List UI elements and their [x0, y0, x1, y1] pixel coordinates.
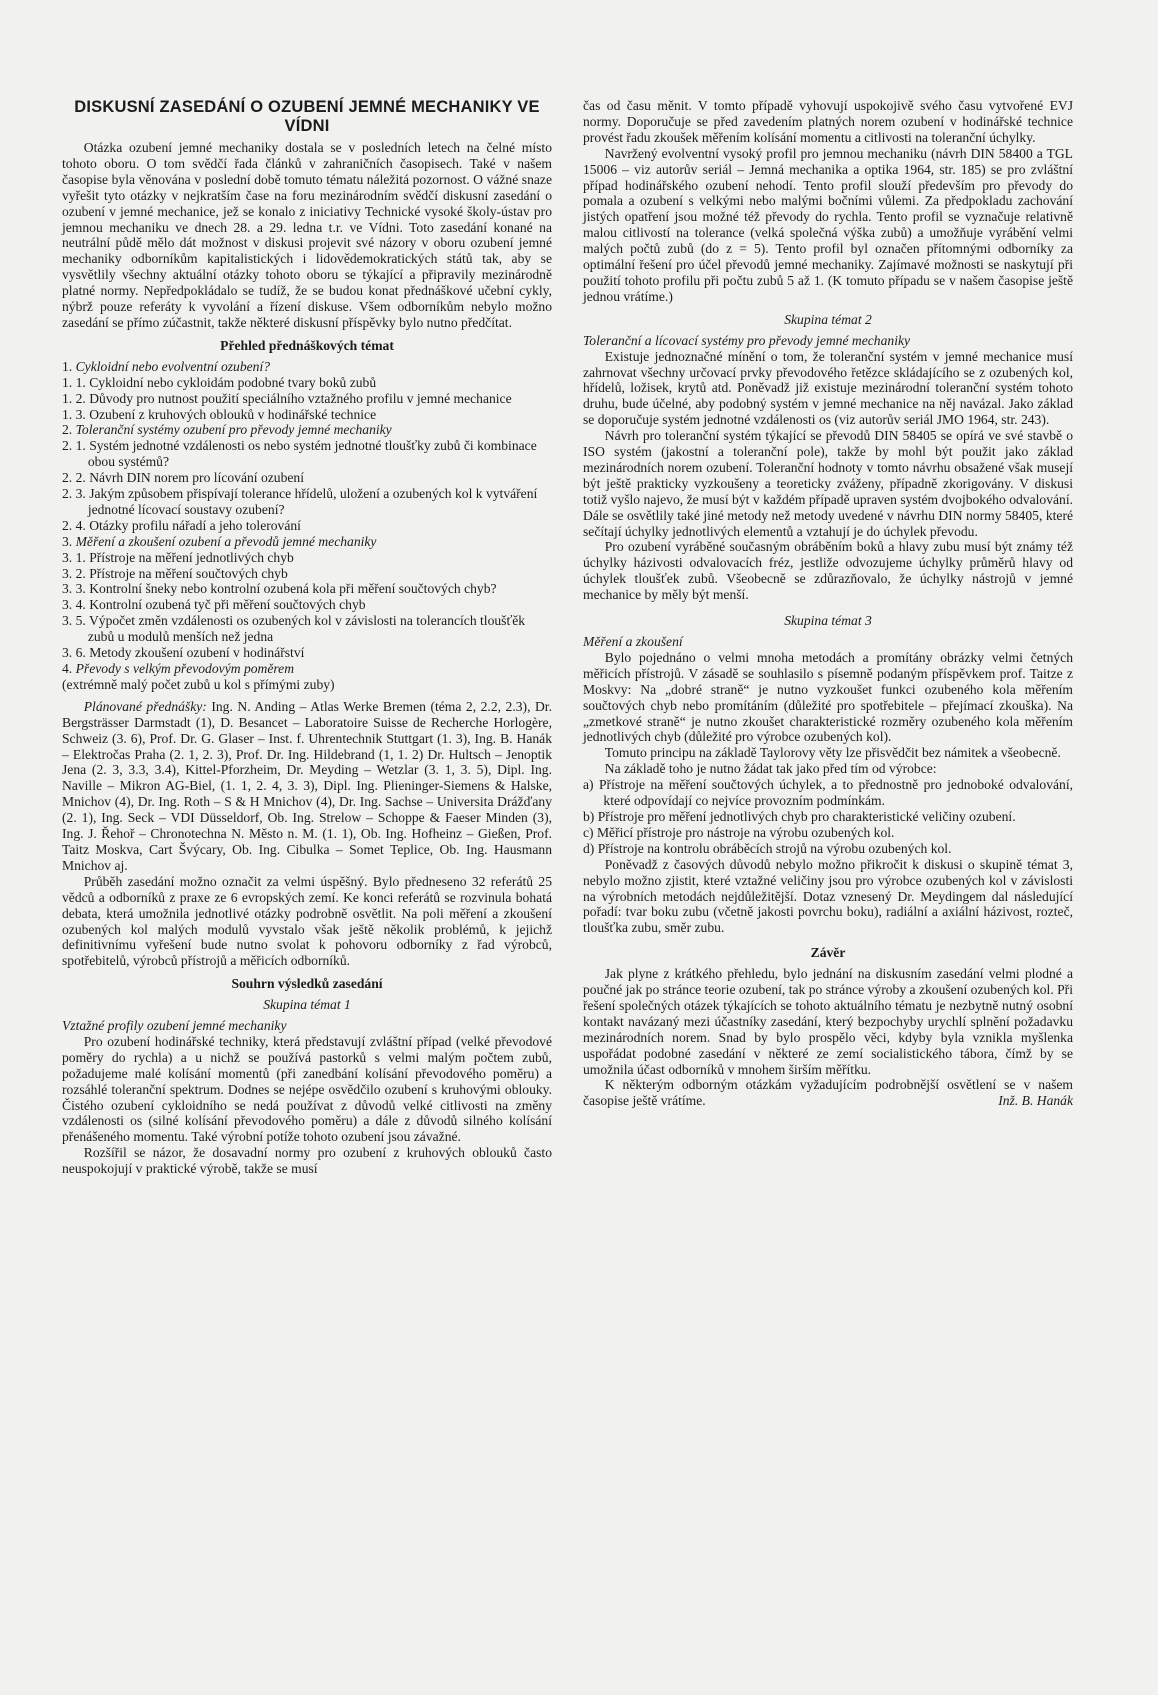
- group3-paragraph-2: Tomuto principu na základě Taylorovy věty lze přisvědčit bez námitek a všeobecně.: [604, 745, 1061, 761]
- topic-number: 1. 1.: [62, 374, 86, 390]
- article-title: DISKUSNÍ ZASEDÁNÍ O OZUBENÍ JEMNÉ MECHANIKY VE VÍDNI: [74, 98, 540, 135]
- planned-lectures-text: Ing. N. Anding – Atlas Werke Bremen (téma 2, 2.2, 2.3), Dr. Bergsträsser Darmstadt (1), D. Besancet – Laboratoire Suisse de Recherche Horlogère, Schweiz (3. 6), Prof. Dr. G. Glaser – Inst. f. Uhrentechnik Stuttgart (1. 3), Ing. B. Hanák – Elektročas Praha (2. 1, 2. 3), Prof. Dr. Ing. Hildebrand (1, 1. 2) Dr. Hultsch – Jenoptik Jena (2. 3, 3.3, 3.4), Kittel-Pforzheim, Dr. Meyding – Wetzlar (3. 1, 3. 5), Dipl. Ing. Naville – Mikron AG-Biel, (1. 1, 2. 4, 3. 3), Dipl. Ing. Plieninger-Siemens & Halske, Mnichov (4), Dr. Ing. Roth – S & H Mnichov (4), Dr. Ing. Sachse – Universita Drážďany (2. 1), Ing. Seck – VDI Düsseldorf, Ob. Ing. Strelow – Schoppe & Faeser Minden (3), Ing. J. Řehoř – Chronotechna N. Město n. M. (1. 1), Ob. Ing. Hofheinz – Gießen, Prof. Taitz Moskva, Cart Švýcary, Ob. Ing. Cibulka – Somet Teplice, Ob. Ing. Hausmann Mnichov aj.: [62, 698, 552, 873]
- topic-number: 2.: [62, 422, 73, 438]
- course-paragraph: Průběh zasedání možno označit za velmi úspěšný. Bylo předneseno 32 referátů 25 vědců a odborníků z praxe ze 6 evropských zemí. Ke konci referátů se rozvinula bohatá debata, která umožnila jednotlivé otázky podrobně osvětlit. Na poli měření a zkoušení ozubených kol malých modulů vyvstalo však ještě několik problémů, k jejichž definitivnímu vyřešení bude nutno svolat k pohovoru odborníky z řad výrobců, spotřebitelů, výrobců přístrojů a měřicích odborníků.: [62, 873, 552, 969]
- topic-item: [62, 581, 552, 597]
- topic-number: 3. 1.: [62, 549, 86, 565]
- topic-number: 2. 2.: [62, 470, 86, 486]
- topic-text: Ozubení z kruhových oblouků v hodinářské technice: [89, 406, 377, 422]
- group1-paragraph-3: Navržený evolventní vysoký profil pro jemnou mechaniku (návrh DIN 58400 a TGL 15006 – viz autorův seriál – Jemná mechanika a optika 1964, str. 185) se pro zvláštní případ hodinářského ozubení nehodí. Tento profil slouží především pro převody do pomala a ozubení s velkými nebo malými bočními vůlemi. Za předpokladu zachování jistých opatření jsou možné též převody do rychla. Tento profil se vyznačuje relativně malou citlivostí na tolerance (velká společná výška zubů) a umožňuje vyrábění velmi malých počtů zubů (do z = 5). Tento profil byl označen přítomnými odborníky za optimální řešení pro účel převodů jemné mechaniky. Zajímavé možnosti se naskytují při použití tohoto profilu při počtu zubů 5 až 1. (K tomuto případu se v našem časopise ještě jednou vrátíme.): [583, 145, 1073, 304]
- topic-item: [62, 566, 552, 582]
- conclusion-paragraph-2: [583, 1077, 1073, 1109]
- topic-text: Převody s velkým převodovým poměrem: [75, 661, 295, 676]
- right-column: [583, 98, 1073, 1109]
- left-column: [62, 98, 552, 1177]
- requirement-item: [583, 809, 1073, 825]
- requirement-label: b): [583, 808, 595, 824]
- topic-number: 2. 3.: [62, 486, 86, 502]
- group3-heading: Skupina témat 3: [784, 613, 872, 629]
- group2-paragraph-1: Existuje jednoznačné mínění o tom, že toleranční systém v jemné mechanice musí zahrnovat všechny určovací prvky převodového řetězce skládajícího se z ozubených kol, hřídelů, ložisek, krytů atd. Poněvadž již existuje mezinárodní toleranční systém tohoto druhu, bude účelné, aby podobný systém v jemné mechanice na něj navázal. Jako základ se doporučuje systém jednotné vzdálenosti os (viz autorův seriál JMO 1964, str. 243).: [583, 348, 1073, 428]
- conclusion-heading: Závěr: [810, 945, 846, 961]
- group2-paragraph-2: Návrh pro toleranční systém týkající se převodů DIN 58405 se opírá ve své stavbě o ISO systém (jakostní a toleranční pole), takže by mohl být použit jako základ mezinárodních norem ozubení. Toleranční hodnoty v tomto návrhu obsažené však musejí být ještě prakticky vyzkoušeny a teoreticky zváženy, případně zkorigovány. V diskusi totiž vyšlo najevo, že musí být v každém případě upraven systém dvojbokého odvalování. Dále se osvětlily také jiné metody než metody uvedené v návrhu DIN normy 58405, které sečítají úchylky jednotlivých elementů a vztahují je do úchylek převodu.: [583, 428, 1073, 539]
- topic-item: [62, 534, 552, 550]
- author-signature: Inž. B. Hanák: [998, 1093, 1073, 1109]
- topic-text: Přístroje na měření jednotlivých chyb: [89, 549, 294, 565]
- topic-item: [62, 438, 552, 470]
- requirement-item: [583, 777, 1073, 809]
- requirement-text: Měřicí přístroje pro nástroje na výrobu ozubených kol.: [596, 824, 895, 840]
- topic-text: Kontrolní šneky nebo kontrolní ozubená kola při měření součtových chyb?: [89, 581, 497, 597]
- topic-item: [62, 470, 552, 486]
- topic-text: (extrémně malý počet zubů u kol s přímými zuby): [62, 676, 335, 692]
- topic-item: [62, 422, 552, 438]
- topic-item: [62, 407, 552, 423]
- topic-number: 3. 3.: [62, 581, 86, 597]
- topic-list: [62, 359, 552, 693]
- topic-number: 3. 6.: [62, 645, 86, 661]
- summary-heading: Souhrn výsledků zasedání: [231, 976, 383, 992]
- topic-item: [62, 391, 552, 407]
- topic-number: 3. 4.: [62, 597, 86, 613]
- topic-number: 1. 2.: [62, 390, 86, 406]
- group3-paragraph-1: Bylo pojednáno o velmi mnoha metodách a promítány obrázky velmi četných měřicích přístrojů. V zásadě se souhlasilo s písemně podaným příspěvkem prof. Taitze z Moskvy: Na „dobré straně“ je nutno vyzkoušet funkci ozubeného kola měřením součtových chyb nebo promítáním (důležité pro spotřebitele – přejímací zkouška). Na „zmetkové straně“ je nutno zkoušet charakteristické rozměry ozubeného kola měřením jednotlivých chyb (důležité pro výrobce ozubených kol).: [583, 649, 1073, 745]
- requirement-text: Přístroje na měření součtových úchylek, a to přednostně pro jednoboké odvalování, které odpovídají co nejvíce provozním podmínkám.: [599, 777, 1074, 809]
- requirement-label: a): [583, 777, 594, 793]
- intro-paragraph: Otázka ozubení jemné mechaniky dostala se v posledních letech na čelné místo tohoto oboru. O tom svědčí řada článků v zahraničních časopisech. Také v našem časopise byla věnována v poslední době tomuto tématu náležitá pozornost. O vážné snaze vyřešit tyto otázky v nejkratším čase na foru mezinárodním svědčí diskusní zasedání o ozubení v jemné mechanice, jež se konalo z iniciativy Technické vysoké školy-ústav pro jemnou mechaniku ve dnech 28. a 29. ledna t.r. ve Vídni. Toto zasedání konané na neutrální půdě mělo dát možnost v diskusi projevit své názory v oboru ozubení jemné mechaniky odborníkům kapitalistických i lidovědemokratických států tak, aby se vysvětlily všechny aktuální otázky tohoto oboru se týkající a připravily mezinárodně platné normy. Nepředpokládalo se tudíž, že se budou konat přednáškové učební cykly, nýbrž pouze referáty k vyvolání a řízení diskuse. Všem odborníkům nebylo možno zasedání se přímo zúčastnit, takže některé diskusní příspěvky bylo nutno předčítat.: [62, 140, 552, 330]
- topic-text: Měření a zkoušení ozubení a převodů jemné mechaniky: [75, 533, 377, 549]
- topic-item: [62, 359, 552, 375]
- topic-number: 3.: [62, 533, 73, 549]
- group1-paragraph-2-continued: čas od času měnit. V tomto případě vyhovují uspokojivě svého času vytvořené EVJ normy. Doporučuje se před zavedením platných norem ozubení v hodinářské technice provést řadu zkoušek měřením kolísání momentu a citlivosti na toleranční úchylky.: [583, 98, 1073, 145]
- topic-number: 2. 4.: [62, 517, 86, 533]
- group1-heading: Skupina témat 1: [263, 997, 351, 1013]
- topic-text: Návrh DIN norem pro lícování ozubení: [89, 470, 304, 486]
- topic-text: Výpočet změn vzdálenosti os ozubených kol v závislosti na tolerancích tloušťěk zubů u modulů menších než jedna: [87, 613, 526, 645]
- conclusion-paragraph-1: Jak plyne z krátkého přehledu, bylo jednání na diskusním zasedání velmi plodné a poučné jak po stránce teorie ozubení, tak po stránce výroby a zkoušení ozubených kol. Při řešení společných otázek týkajících se tohoto aktuálního tématu je nezbytně nutný osobní kontakt navázaný mezi účastníky zasedání, který bezpochyby urychlí splnění požadavku mezinárodních norem. Snad by bylo prospělo věci, kdyby byla vznikla myšlenka uspořádat podobné zasedání v některé ze zemí socialistického tábora, čímž by se umožnila účast odborníků v mnohem širším měřítku.: [583, 966, 1073, 1077]
- group1-paragraph-2: Rozšířil se názor, že dosavadní normy pro ozubení z kruhových oblouků často neuspokojují v praktické výrobě, takže se musí: [62, 1145, 552, 1177]
- group3-paragraph-3: Na základě toho je nutno žádat tak jako před tím od výrobce:: [604, 761, 937, 777]
- topic-item: [62, 661, 552, 677]
- requirement-label: d): [583, 840, 595, 856]
- topic-item: [62, 645, 552, 661]
- overview-heading: Přehled přednáškových témat: [220, 337, 394, 353]
- topic-number: 2. 1.: [62, 438, 86, 454]
- group3-paragraph-4: Poněvadž z časových důvodů nebylo možno přikročit k diskusi o skupině témat 3, nebylo možno zjistit, které vztažné veličiny jsou pro výrobce ozubených kol v závislosti na výrobních metodách nejdůležitější. Dotaz vznesený Dr. Meydingem dal následující pořadí: tvar boku zubu (včetně jakosti povrchu boku), radiální a axiální házivost, rozteč, tloušťka zubu, směr zubu.: [583, 856, 1073, 936]
- topic-text: Důvody pro nutnost použití speciálního vztažného profilu v jemné mechanice: [89, 390, 512, 406]
- topic-text: Systém jednotné vzdálenosti os nebo systém jednotné tloušťky zubů či kombinace obou systémů?: [87, 438, 537, 470]
- topic-number: 1. 3.: [62, 406, 86, 422]
- requirements-list: [583, 777, 1073, 857]
- planned-lectures-paragraph: [62, 699, 552, 874]
- topic-text: Cykloidní nebo evolventní ozubení?: [75, 358, 271, 374]
- topic-item: [62, 375, 552, 391]
- topic-number: 1.: [62, 358, 73, 374]
- topic-item: [62, 486, 552, 518]
- topic-number: 4.: [62, 661, 73, 676]
- requirement-item: [583, 841, 1073, 857]
- requirement-label: c): [583, 824, 594, 840]
- topic-text: Jakým způsobem přispívají tolerance hřídelů, uložení a ozubených kol k vytváření jednotné lícovací soustavy ozubení?: [87, 486, 538, 517]
- topic-item: [62, 550, 552, 566]
- topic-item: [62, 597, 552, 613]
- topic-item: [62, 518, 552, 534]
- group2-title: Toleranční a lícovací systémy pro převody jemné mechaniky: [583, 332, 911, 348]
- topic-text: Toleranční systémy ozubení pro převody jemné mechaniky: [75, 422, 392, 438]
- topic-item: [62, 613, 552, 645]
- topic-text: Otázky profilu nářadí a jeho tolerování: [89, 517, 301, 533]
- requirement-text: Přístroje pro měření jednotlivých chyb pro charakteristické veličiny ozubení.: [597, 808, 1016, 824]
- requirement-text: Přístroje na kontrolu obráběcích strojů na výrobu ozubených kol.: [597, 840, 952, 856]
- conclusion-paragraph-2-text: K některým odborným otázkám vyžadujícím podrobnější osvětlení se v našem časopise ještě vrátíme.: [583, 1077, 1073, 1109]
- topic-text: Přístroje na měření součtových chyb: [89, 565, 288, 581]
- group1-title: Vztažné profily ozubení jemné mechaniky: [62, 1018, 287, 1034]
- topic-number: 3. 5.: [62, 613, 86, 629]
- topic-text: Kontrolní ozubená tyč při měření součtových chyb: [89, 597, 366, 613]
- group1-paragraph-1: Pro ozubení hodinářské techniky, která představují zvláštní případ (velké převodové poměry do rychla) a u nichž se používá pastorků s velmi malým počtem zubů, požadujeme malé kolísání momentů (při zanedbání kolísání převodového poměru) a rozsáhlé toleranční spektrum. Dodnes se nejépe osvědčilo ozubení s kruhovými oblouky. Čistého ozubení cykloidního se nedá používat z důvodů velké citlivosti na změny vzdálenosti os (silné kolísání převodového poměru) a dále z důvodů silného kolísání přenášeného momentu. Také výrobní potíže tohoto ozubení jsou závažné.: [62, 1033, 552, 1145]
- topic-text: Metody zkoušení ozubení v hodinářství: [89, 645, 305, 661]
- group3-title: Měření a zkoušení: [583, 634, 683, 649]
- topic-text: Cykloidní nebo cykloidám podobné tvary boků zubů: [89, 374, 377, 390]
- topic-item: [62, 677, 552, 693]
- group2-paragraph-3: Pro ozubení vyráběné současným obráběním boků a hlavy zubu musí být známy též úchylky házivosti odvalovacích fréz, jestliže odvozujeme úchylky průměrů hlavy od úchylek tloušťek zubů. Všeobecně se zdůrazňovalo, že úchylky nástrojů v jemné mechanice by měly být menší.: [583, 539, 1073, 603]
- requirement-item: [583, 825, 1073, 841]
- planned-lectures-label: Plánované přednášky:: [83, 698, 207, 714]
- group2-heading: Skupina témat 2: [784, 311, 872, 327]
- topic-number: 3. 2.: [62, 565, 86, 581]
